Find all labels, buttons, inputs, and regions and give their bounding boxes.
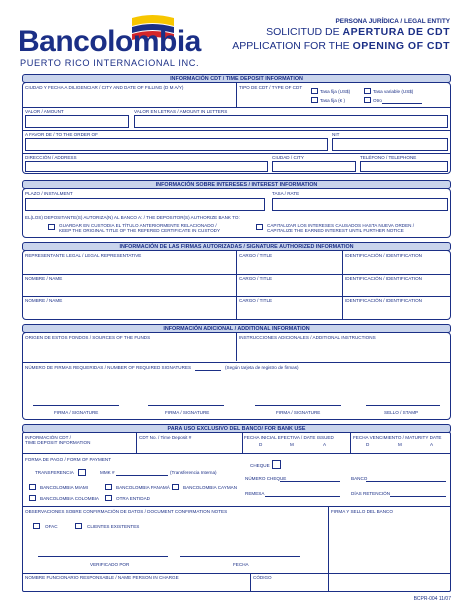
bank-cdt-info-label-2: TIME DEPOSIT INFORMATION [25, 440, 91, 445]
custody-label-en: KEEP THE ORIGINAL TITLE OF THE REFERED CERTIFICATE IN CUSTODY [59, 228, 221, 233]
officer-name-label: NOMBRE FUNCIONARIO RESPONSABLE / NAME PERSON IN CHARGE [25, 575, 179, 580]
maturity-day-label: D [366, 442, 370, 447]
legal-entity-label: PERSONA JURÍDICA / LEGAL ENTITY [335, 18, 450, 25]
instructions-input[interactable] [239, 341, 448, 359]
legal-rep-id-label: IDENTIFICACIÓN / IDENTIFICATION [345, 253, 422, 258]
issue-month-label: M [290, 442, 294, 447]
rate-input[interactable] [272, 198, 448, 211]
internal-transfer-label: (Transferencia Interna) [170, 470, 217, 475]
amount-label: VALOR / AMOUNT [25, 109, 64, 114]
variable-usd-label: Tasa variable (US$) [373, 89, 414, 94]
bancolombia-colombia-checkbox[interactable] [29, 495, 36, 501]
transfer-checkbox[interactable] [78, 469, 86, 476]
city-date-input[interactable] [25, 92, 233, 105]
maturity-date-label: FECHA VENCIMIENTO / MATURITY DATE [353, 435, 442, 440]
city-date-label: CIUDAD Y FECHA A DILIGENCIAR / CITY AND DATE OF FILLING (D M A/Y) [25, 85, 184, 90]
signer2-name-input[interactable] [25, 304, 233, 316]
cdt-number-label: CDT No. / Time Deposit # [139, 435, 192, 440]
signature-label-2: FIRMA / SIGNATURE [165, 410, 210, 415]
capitalize-checkbox[interactable] [256, 224, 263, 230]
verified-by-label: VERIFICADO POR [90, 562, 130, 567]
signer2-id-label: IDENTIFICACIÓN / IDENTIFICATION [345, 298, 422, 303]
num-signatures-label: NÚMERO DE FIRMAS REQUERIDAS / NUMBER OF REQUIRED SIGNATURES [25, 365, 192, 370]
existing-clients-checkbox[interactable] [75, 523, 82, 529]
fixed-usd-checkbox[interactable] [311, 88, 318, 94]
signature-label-3: FIRMA / SIGNATURE [276, 410, 321, 415]
observations-label: OBSERVACIONES SOBRE CONFIRMACIÓN DE DATOS / DOCUMENT CONFIRMATION NOTES [25, 509, 228, 514]
variable-usd-checkbox[interactable] [364, 88, 371, 94]
section-bank-title: PARA USO EXCLUSIVO DEL BANCO/ FOR BANK USE [22, 424, 451, 433]
authorize-label: EL(LOS) DEPOSITANTE(S) AUTORIZA(N) AL BANCO A: / THE DEPOSITOR(S) AUTHORIZE BANK TO: [25, 215, 240, 220]
signature-label-1: FIRMA / SIGNATURE [54, 410, 99, 415]
bancolombia-panama-checkbox[interactable] [105, 484, 112, 490]
title-english-prefix: APPLICATION FOR THE [232, 40, 353, 52]
capitalize-label-es: CAPITALIZAR LOS INTERESES CAUSADOS HASTA NUEVA ORDEN / [267, 223, 415, 228]
bank-signature-area[interactable] [331, 516, 448, 571]
check-label: CHEQUE [250, 463, 270, 468]
section-cdt-title: INFORMACIÓN CDT / TIME DEPOSIT INFORMATION [22, 74, 451, 83]
signature-line-1 [33, 405, 119, 406]
bancolombia-logo [18, 14, 201, 70]
maturity-year-label: A [430, 442, 434, 447]
signer1-name-input[interactable] [25, 282, 233, 294]
maturity-month-label: M [398, 442, 402, 447]
issue-day-label: D [259, 442, 263, 447]
section-interest-title: INFORMACIÓN SOBRE INTERESES / INTEREST INFORMATION [22, 180, 451, 189]
bank-name-label: BANCO [351, 476, 368, 481]
custody-label-es: GUARDAR EN CUSTODIA EL TÍTULO ANTERIORMENTE RELACIONADO / [59, 223, 217, 228]
bancolombia-miami-checkbox[interactable] [29, 484, 36, 490]
section-signatures-title: INFORMACIÓN DE LAS FIRMAS AUTORIZADAS / SIGNATURE AUTHORIZED INFORMATION [22, 242, 451, 251]
amount-input[interactable] [25, 115, 129, 128]
amount-letters-label: VALOR EN LETRAS / AMOUNT IN LETTERS [134, 109, 228, 114]
term-label: PLAZO / INSTALMENT [25, 191, 73, 196]
rate-label: TASA / RATE [272, 191, 300, 196]
transfer-label: TRANSFERENCIA [35, 470, 74, 475]
bancolombia-colombia-label: BANCOLOMBIA COLOMBIA [40, 496, 99, 501]
custody-checkbox[interactable] [48, 224, 55, 230]
capitalize-label-en: CAPITALIZE THE EARNED INTEREST UNTIL FURTHER NOTICE [267, 228, 404, 233]
signer1-name-label: NOMBRE / NAME [25, 276, 63, 281]
amount-letters-input[interactable] [134, 115, 448, 128]
bank-signature-label: FIRMA Y SELLO DEL BANCO [331, 509, 393, 514]
title-spanish-bold: APERTURA DE CDT [342, 26, 450, 38]
ofac-checkbox[interactable] [33, 523, 40, 529]
city-label: CIUDAD / CITY [272, 155, 304, 160]
other-checkbox[interactable] [364, 97, 371, 103]
verification-date-label: FECHA [233, 562, 249, 567]
legal-rep-position-label: CARGO / TITLE [239, 253, 273, 258]
fixed-eur-label: Tasa fija (€ ) [320, 98, 346, 103]
check-checkbox[interactable] [272, 460, 281, 469]
nit-input[interactable] [332, 138, 448, 151]
city-input[interactable] [272, 161, 356, 172]
title-spanish-prefix: SOLICITUD DE [266, 26, 343, 38]
signer2-name-label: NOMBRE / NAME [25, 298, 63, 303]
cdt-number-input[interactable] [139, 441, 237, 451]
phone-label: TELÉFONO / TELEPHONE [360, 155, 417, 160]
form-code: BCPR-004 11/07 [413, 596, 451, 602]
retention-days-label: DÍAS RETENCIÓN [351, 491, 391, 496]
in-favor-input[interactable] [25, 138, 328, 151]
cdt-type-label: TIPO DE CDT / TYPE OF CDT [239, 85, 303, 90]
address-label: DIRECCIÓN / ADDRESS [25, 155, 77, 160]
fixed-usd-label: Tasa fija (US$) [320, 89, 351, 94]
other-entity-label: OTRA ENTIDAD [116, 496, 150, 501]
seal-line [366, 405, 440, 406]
nit-label: NIT [332, 132, 340, 137]
title-spanish [266, 26, 450, 38]
legal-rep-label: REPRESENTANTE LEGAL / LEGAL REPRESENTATIVE [25, 253, 142, 258]
phone-input[interactable] [360, 161, 448, 172]
term-input[interactable] [25, 198, 265, 211]
legal-rep-input[interactable] [25, 259, 233, 271]
other-entity-checkbox[interactable] [105, 495, 112, 501]
bancolombia-cayman-checkbox[interactable] [172, 484, 179, 490]
section-additional-title: INFORMACIÓN ADICIONAL / ADDITIONAL INFORMATION [22, 324, 451, 333]
instructions-label: INSTRUCCIONES ADICIONALES / ADDITIONAL INSTRUCTIONS [239, 335, 376, 340]
in-favor-label: A FAVOR DE / TO THE ORDER OF [25, 132, 98, 137]
bancolombia-panama-label: BANCOLOMBIA PANAMÁ [116, 485, 170, 490]
ofac-label: OFAC [45, 524, 58, 529]
subsidiary-name: PUERTO RICO INTERNACIONAL INC. [20, 58, 200, 68]
num-signatures-note: (Según tarjeta de registro de firmas) [225, 365, 299, 370]
seal-label: SELLO / STAMP [384, 410, 419, 415]
bancolombia-cayman-label: BANCOLOMBIA CAYMAN [183, 485, 238, 490]
issue-year-label: A [323, 442, 327, 447]
officer-name-input[interactable] [25, 581, 245, 590]
signer1-position-label: CARGO / TITLE [239, 276, 273, 281]
check-number-label: NÚMERO CHEQUE [245, 476, 287, 481]
mmk-label: MMK # [100, 470, 115, 475]
issue-date-label: FECHA INICIAL EFECTIVA / DATE ISSUED [244, 435, 334, 440]
fixed-eur-checkbox[interactable] [311, 97, 318, 103]
address-input[interactable] [25, 161, 268, 172]
remittance-label: REMESA [245, 491, 265, 496]
title-english-bold: OPENING OF CDT [352, 40, 450, 52]
signature-line-3 [255, 405, 341, 406]
other-label: Otro [373, 98, 382, 103]
num-signatures-input[interactable] [195, 364, 221, 371]
funds-source-label: ORIGEN DE ESTOS FONDOS / SOURCES OF THE FUNDS [25, 335, 151, 340]
bank-cdt-info-label-1: INFORMACIÓN CDT / [25, 435, 71, 440]
existing-clients-label: CLIENTES EXISTENTES [87, 524, 140, 529]
bancolombia-miami-label: BANCOLOMBIA MIAMI [40, 485, 88, 490]
signer2-position-label: CARGO / TITLE [239, 298, 273, 303]
signature-line-2 [148, 405, 224, 406]
signer1-id-label: IDENTIFICACIÓN / IDENTIFICATION [345, 276, 422, 281]
payment-form-label: FORMA DE PAGO / FORM OF PAYMENT [25, 457, 112, 462]
officer-code-label: CÓDIGO [253, 575, 272, 580]
funds-source-input[interactable] [25, 341, 233, 359]
title-english [232, 40, 450, 52]
logo-wordmark: Bancolombia [18, 25, 201, 58]
officer-code-input[interactable] [253, 581, 325, 590]
